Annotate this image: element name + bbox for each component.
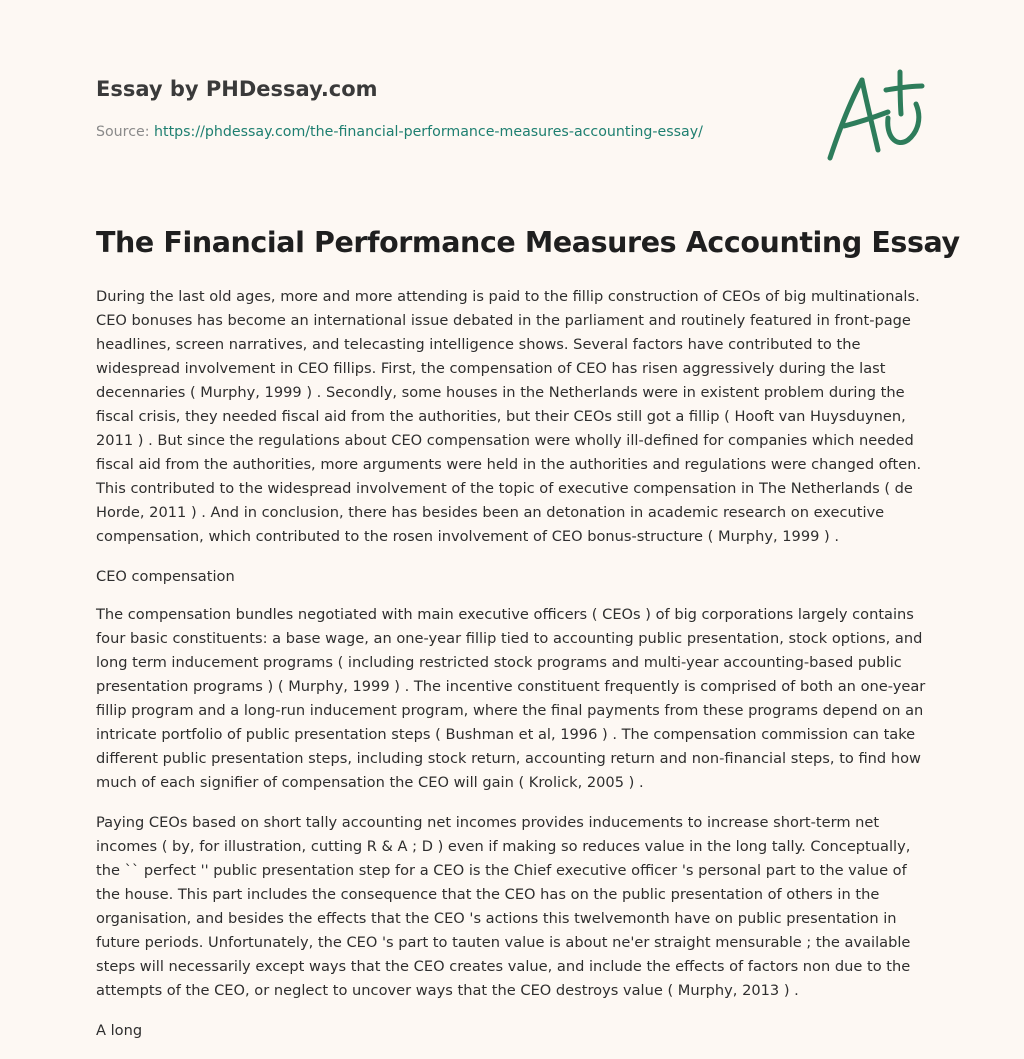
site-brand: Essay by PHDessay.com [96, 77, 378, 101]
source-label: Source: [96, 124, 150, 140]
paragraph: Paying CEOs based on short tally accounting net incomes provides inducements to increase short-term net incomes ( by, for illustration, cutting R & A ; D ) even if making so reduces value in the long tally. Conceptually, the `` perfect '' public presentation step for a CEO is the Chief executive officer 's personal part to the value of the house. This part includes the consequence that the CEO has on the public presentation of others in the organisation, and besides the effects that the CEO 's actions this twelvemonth have on public presentation in future periods. Unfortunately, the CEO 's part to tauten value is about ne'er straight mensurable ; the available steps will necessarily except ways that the CEO creates value, and include the effects of factors non due to the attempts of the CEO, or neglect to uncover ways that the CEO destroys value ( Murphy, 2013 ) . [96, 814, 911, 999]
paragraph: The compensation bundles negotiated with main executive officers ( CEOs ) of big corporations largely contains four basic constituents: a base wage, an one-year fillip tied to accounting public presentation, stock options, and long term inducement programs ( including restricted stock programs and multi-year accounting-based public presentation programs ) ( Murphy, 1999 ) . The incentive constituent frequently is comprised of both an one-year fillip program and a long-run inducement program, where the final payments from these programs depend on an intricate portfolio of public presentation steps ( Bushman et al, 1996 ) . The compensation commission can take different public presentation steps, including stock return, accounting return and non-financial steps, to find how much of each signifier of compensation the CEO will gain ( Krolick, 2005 ) . [96, 606, 926, 791]
paragraph: A long [96, 1022, 143, 1039]
section-heading: CEO compensation [96, 568, 235, 585]
source-link[interactable]: https://phdessay.com/the-financial-performance-measures-accounting-essay/ [154, 124, 703, 140]
a-plus-logo-icon [822, 66, 932, 166]
source-line [96, 124, 703, 140]
essay-title: The Financial Performance Measures Accounting Essay [96, 226, 960, 259]
essay-body [96, 285, 934, 1059]
paragraph: During the last old ages, more and more attending is paid to the fillip construction of CEOs of big multinationals. CEO bonuses has become an international issue debated in the parliament and routinely featured in front-page headlines, screen narratives, and telecasting intelligence shows. Several factors have contributed to the widespread involvement in CEO fillips. First, the compensation of CEO has risen aggressively during the last decennaries ( Murphy, 1999 ) . Secondly, some houses in the Netherlands were in existent problem during the fiscal crisis, they needed fiscal aid from the authorities, but their CEOs still got a fillip ( Hooft van Huysduynen, 2011 ) . But since the regulations about CEO compensation were wholly ill-defined for companies which needed fiscal aid from the authorities, more arguments were held in the authorities and regulations were changed often. This contributed to the widespread involvement of the topic of executive compensation in The Netherlands ( de Horde, 2011 ) . And in conclusion, there has besides been an detonation in academic research on executive compensation, which contributed to the rosen involvement of CEO bonus-structure ( Murphy, 1999 ) . [96, 288, 922, 545]
